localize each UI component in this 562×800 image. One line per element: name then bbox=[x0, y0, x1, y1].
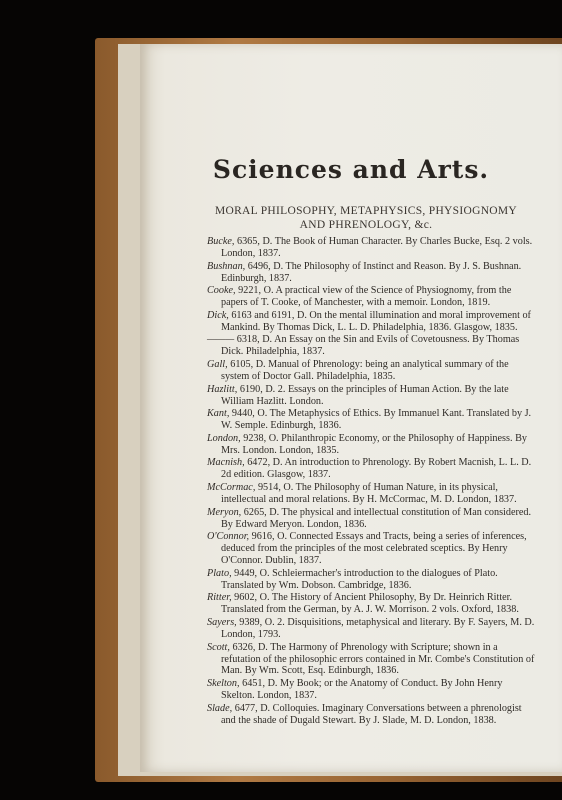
entry-text: 6190, D. 2. Essays on the principles of Human Action. By the late William Hazlitt. London. bbox=[221, 383, 509, 407]
catalogue-entry bbox=[207, 531, 537, 567]
entry-author: Skelton, bbox=[207, 678, 240, 690]
entry-author: Bushnan, bbox=[207, 260, 246, 272]
page-heading: Sciences and Arts. bbox=[212, 155, 490, 184]
catalogue-entry bbox=[207, 408, 537, 432]
catalogue-entry bbox=[207, 334, 537, 358]
entry-author: Macnish, bbox=[207, 457, 245, 469]
catalogue-entry bbox=[207, 617, 537, 641]
entry-author: ——— bbox=[207, 334, 235, 346]
catalogue-entry bbox=[207, 457, 537, 481]
catalogue-entry bbox=[207, 507, 537, 531]
catalogue-entry bbox=[207, 310, 537, 334]
entry-author: Bucke, bbox=[207, 236, 235, 247]
entry-text: 9616, O. Connected Essays and Tracts, being a series of inferences, deduced from the principles of the most celebrated sceptics. By Henry O'Connor. Dublin, 1837. bbox=[221, 531, 527, 567]
catalogue-entry bbox=[207, 384, 537, 408]
catalogue-entry bbox=[207, 236, 537, 260]
catalogue-entry bbox=[207, 703, 537, 727]
catalogue-entry bbox=[207, 592, 537, 616]
entry-author: Sayers, bbox=[207, 617, 237, 629]
entry-text: 9238, O. Philanthropic Economy, or the Philosophy of Happiness. By Mrs. London. London, 1835. bbox=[221, 432, 527, 456]
entry-text: 9602, O. The History of Ancient Philosophy, By Dr. Heinrich Ritter. Translated from the German, by A. J. W. Morrison. 2 vols. Oxford, 1838. bbox=[221, 592, 519, 616]
entry-author: Dick, bbox=[207, 309, 229, 321]
entry-text: 9440, O. The Metaphysics of Ethics. By Immanuel Kant. Translated by J. W. Semple. Edinburgh, 1836. bbox=[221, 408, 532, 432]
entry-text: 6496, D. The Philosophy of Instinct and Reason. By J. S. Bushnan. Edinburgh, 1837. bbox=[221, 260, 522, 284]
entry-author: McCormac, bbox=[207, 482, 256, 494]
catalogue-entry bbox=[207, 568, 537, 592]
entry-text: 6472, D. An introduction to Phrenology. By Robert Macnish, L. L. D. 2d edition. Glasgow, 1837. bbox=[221, 457, 532, 481]
entry-text: 6163 and 6191, D. On the mental illumination and moral improvement of Mankind. By Thomas Dick, L. L. D. Philadelphia, 1836. Glasgow, 1835. bbox=[221, 309, 531, 333]
entry-author: Gall, bbox=[207, 359, 228, 371]
entry-text: 9449, O. Schleiermacher's introduction to the dialogues of Plato. Translated by Wm. Dobson. Cambridge, 1836. bbox=[221, 567, 498, 591]
entry-text: 6477, D. Colloquies. Imaginary Conversations between a phrenologist and the shade of Dugald Stewart. By J. Slade, M. D. London, 1838. bbox=[221, 702, 522, 726]
entry-author: Scott, bbox=[207, 641, 230, 653]
section-subheading: MORAL PHILOSOPHY, METAPHYSICS, PHYSIOGNOMY AND PHRENOLOGY, &c. bbox=[214, 205, 518, 231]
catalogue-entry bbox=[207, 433, 537, 457]
catalogue-entry bbox=[207, 678, 537, 702]
entry-text: 6365, D. The Book of Human Character. By Charles Bucke, Esq. 2 vols. London, 1837. bbox=[221, 236, 533, 259]
entry-text: 6265, D. The physical and intellectual constitution of Man considered. By Edward Meryon. London, 1836. bbox=[221, 506, 532, 530]
entry-text: 6105, D. Manual of Phrenology: being an analytical summary of the system of Doctor Gall. Philadelphia, 1835. bbox=[221, 359, 509, 382]
catalogue-entry bbox=[207, 482, 537, 506]
entry-author: Plato, bbox=[207, 567, 232, 579]
catalogue-entry bbox=[207, 359, 537, 383]
entry-text: 6451, D. My Book; or the Anatomy of Conduct. By John Henry Skelton. London, 1837. bbox=[221, 678, 503, 702]
entry-author: Slade, bbox=[207, 702, 233, 714]
entry-author: Cooke, bbox=[207, 285, 236, 297]
entry-text: 9389, O. 2. Disquisitions, metaphysical and literary. By F. Sayers, M. D. London, 1793. bbox=[221, 617, 535, 640]
entry-text: 9221, O. A practical view of the Science of Physiognomy, from the papers of T. Cooke, of Manchester, with a memoir. London, 1819. bbox=[221, 285, 512, 309]
entry-author: London, bbox=[207, 432, 241, 444]
entry-text: 6326, D. The Harmony of Phrenology with Scripture; shown in a refutation of the philosophic errors contained in Mr. Combe's Constitution of Man. By Wm. Scott, Esq. Edinburgh, 1836. bbox=[221, 641, 535, 677]
entry-author: O'Connor, bbox=[207, 531, 250, 543]
entry-author: Hazlitt, bbox=[207, 383, 238, 395]
entry-text: 6318, D. An Essay on the Sin and Evils of Covetousness. By Thomas Dick. Philadelphia, 1837. bbox=[221, 334, 520, 358]
catalogue-entry bbox=[207, 261, 537, 285]
catalogue-entry bbox=[207, 285, 537, 309]
catalogue-entries bbox=[207, 236, 537, 727]
entry-author: Kant, bbox=[207, 408, 230, 420]
catalogue-entry bbox=[207, 642, 537, 678]
entry-author: Ritter, bbox=[207, 592, 232, 604]
entry-text: 9514, O. The Philosophy of Human Nature, in its physical, intellectual and moral relations. By H. McCormac, M. D. London, 1837. bbox=[221, 482, 517, 505]
entry-author: Meryon, bbox=[207, 506, 242, 518]
